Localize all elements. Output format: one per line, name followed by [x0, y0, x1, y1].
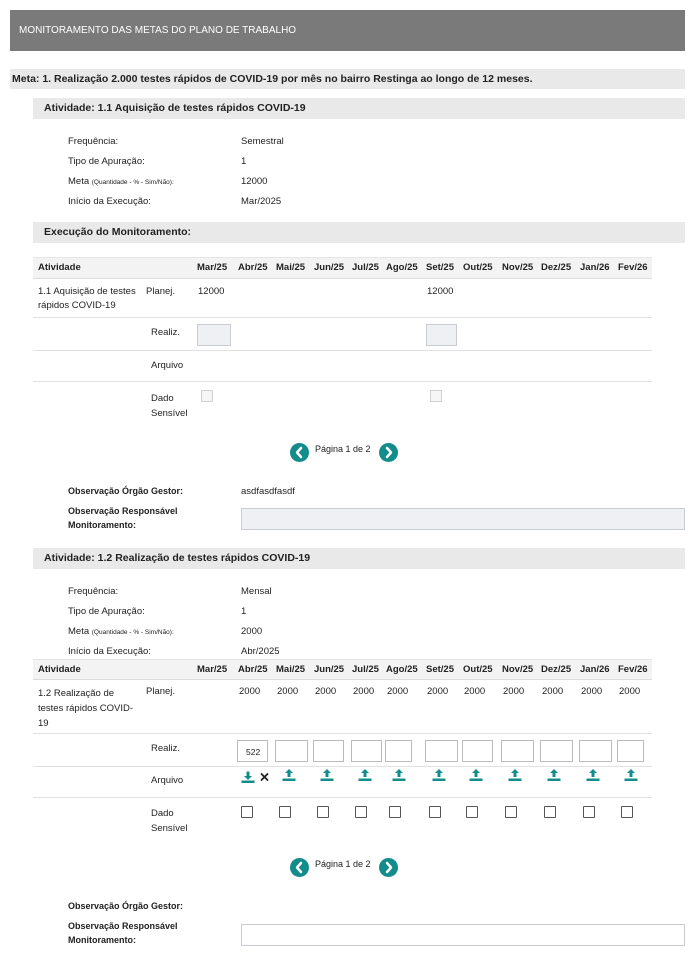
label-frequencia: Frequência:: [68, 136, 119, 147]
value-inicio-2: Abr/2025: [241, 646, 280, 657]
month-header-Jan-26: Jan/26: [580, 262, 610, 273]
month-header-2-Mai-25: Mai/25: [276, 664, 306, 675]
pagination-label-2: Página 1 de 2: [315, 859, 371, 869]
month-header-2-Abr-25: Abr/25: [238, 664, 268, 675]
activity-2-name-l3: 19: [38, 718, 49, 729]
row-divider: [33, 733, 652, 734]
planej-2-Nov-25: 2000: [503, 686, 525, 697]
next-page-button-2[interactable]: [379, 858, 398, 877]
dado-sensivel-checkbox-2-Dez-25[interactable]: [544, 806, 556, 818]
chevron-right-icon: [379, 858, 398, 877]
month-header-2-Dez-25: Dez/25: [541, 664, 572, 675]
row-divider: [33, 317, 652, 318]
month-header-2-Jan-26: Jan/26: [580, 664, 610, 675]
dado-sensivel-checkbox-set25[interactable]: [430, 390, 442, 402]
row-divider: [33, 350, 652, 351]
planej-set25: 12000: [427, 286, 454, 297]
next-page-button[interactable]: [379, 443, 398, 462]
dado-sensivel-checkbox-2-Nov-25[interactable]: [505, 806, 517, 818]
label-obs-gestor: Observação Órgão Gestor:: [68, 486, 184, 496]
download-icon[interactable]: [240, 770, 256, 787]
obs-responsavel-input-2[interactable]: [241, 924, 685, 946]
label-tipo-apuracao-2: Tipo de Apuração:: [68, 606, 145, 617]
chevron-left-icon: [290, 858, 309, 877]
realiz-input-2-Jun-25[interactable]: [313, 740, 344, 762]
dado-sensivel-checkbox-2-Out-25[interactable]: [466, 806, 478, 818]
dado-sensivel-checkbox-2-Set-25[interactable]: [429, 806, 441, 818]
label-tipo-apuracao: Tipo de Apuração:: [68, 156, 145, 167]
realiz-input-2-Nov-25[interactable]: [501, 740, 534, 762]
row-label-dado-sensivel-2: [151, 806, 187, 836]
value-obs-gestor: asdfasdfasdf: [241, 486, 295, 497]
planej-2-Ago-25: 2000: [387, 686, 409, 697]
month-header-2-Nov-25: Nov/25: [502, 664, 534, 675]
dado-sensivel-checkbox-2-Abr-25[interactable]: [241, 806, 253, 818]
upload-icon[interactable]: [507, 768, 523, 785]
month-header-Mar-25: Mar/25: [197, 262, 228, 273]
value-tipo-apuracao-2: 1: [241, 606, 247, 617]
row-label-realiz-2: Realiz.: [151, 743, 181, 754]
upload-icon[interactable]: [585, 768, 601, 785]
chevron-left-icon: [290, 443, 309, 462]
row-label-planej: Planej.: [146, 286, 176, 297]
planej-2-Fev-26: 2000: [619, 686, 641, 697]
label-meta-2: [68, 626, 174, 637]
row-label-planej-2: Planej.: [146, 686, 176, 697]
dado-text-2: Dado: [151, 808, 174, 819]
upload-icon[interactable]: [468, 768, 484, 785]
upload-icon[interactable]: [357, 768, 373, 785]
obs-resp-l2-2: Monitoramento:: [68, 935, 136, 945]
value-inicio: Mar/2025: [241, 196, 282, 207]
obs-resp-l1-2: Observação Responsável: [68, 921, 178, 931]
month-header-2-Mar-25: Mar/25: [197, 664, 228, 675]
realiz-input-2-Fev-26[interactable]: [617, 740, 644, 762]
realiz-input-set25[interactable]: [426, 324, 457, 346]
value-frequencia: Semestral: [241, 136, 284, 147]
page-header: MONITORAMENTO DAS METAS DO PLANO DE TRABALHO: [10, 10, 685, 51]
dado-text: Dado: [151, 393, 174, 404]
planej-2-Mai-25: 2000: [277, 686, 299, 697]
upload-icon[interactable]: [431, 768, 447, 785]
activity-1-name: [38, 285, 136, 313]
month-header-Set-25: Set/25: [426, 262, 454, 273]
chevron-right-icon: [379, 443, 398, 462]
planej-2-Abr-25: 2000: [239, 686, 261, 697]
label-obs-responsavel: [68, 504, 178, 532]
pagination-label: Página 1 de 2: [315, 444, 371, 454]
upload-icon[interactable]: [623, 768, 639, 785]
month-header-Dez-25: Dez/25: [541, 262, 572, 273]
dado-sensivel-checkbox-2-Mai-25[interactable]: [279, 806, 291, 818]
label-inicio: Início da Execução:: [68, 196, 151, 207]
realiz-input-2-Jan-26[interactable]: [579, 740, 612, 762]
month-header-2-Jul-25: Jul/25: [352, 664, 379, 675]
planej-2-Jan-26: 2000: [581, 686, 603, 697]
activity-1-name-l2: rápidos COVID-19: [38, 300, 116, 311]
execucao-title: Execução do Monitoramento:: [33, 222, 685, 243]
realiz-input-2-Out-25[interactable]: [462, 740, 493, 762]
row-divider: [33, 766, 652, 767]
obs-resp-l2: Monitoramento:: [68, 520, 136, 530]
delete-file-icon[interactable]: [260, 771, 269, 785]
realiz-input-2-Dez-25[interactable]: [540, 740, 573, 762]
month-header-2-Out-25: Out/25: [463, 664, 493, 675]
planej-2-Out-25: 2000: [464, 686, 486, 697]
planej-2-Jun-25: 2000: [315, 686, 337, 697]
col-atividade-2: Atividade: [38, 664, 81, 675]
month-header-2-Ago-25: Ago/25: [386, 664, 418, 675]
activity-2-title: Atividade: 1.2 Realização de testes rápidos COVID-19: [33, 548, 685, 569]
realiz-input-mar25[interactable]: [197, 324, 231, 346]
month-header-2-Jun-25: Jun/25: [314, 664, 345, 675]
prev-page-button[interactable]: [290, 443, 309, 462]
realiz-input-2-Ago-25[interactable]: [385, 740, 412, 762]
activity-2-name: [38, 686, 133, 731]
month-header-Abr-25: Abr/25: [238, 262, 268, 273]
row-label-dado-sensivel: [151, 391, 187, 421]
realiz-input-2-Abr-25[interactable]: 522: [237, 740, 268, 762]
month-header-2-Fev-26: Fev/26: [618, 664, 648, 675]
sensivel-text: Sensível: [151, 408, 188, 419]
upload-icon[interactable]: [319, 768, 335, 785]
month-header-Jul-25: Jul/25: [352, 262, 379, 273]
meta-title: Meta: 1. Realização 2.000 testes rápidos de COVID-19 por mês no bairro Restinga ao longo de 12 meses.: [10, 69, 685, 89]
row-divider: [33, 797, 652, 798]
realiz-input-2-Mai-25[interactable]: [275, 740, 308, 762]
sensivel-text-2: Sensível: [151, 823, 188, 834]
upload-icon[interactable]: [391, 768, 407, 785]
dado-sensivel-checkbox-2-Jun-25[interactable]: [317, 806, 329, 818]
row-label-realiz: Realiz.: [151, 327, 181, 338]
obs-responsavel-input-1[interactable]: [241, 508, 685, 530]
obs-resp-l1: Observação Responsável: [68, 506, 178, 516]
dado-sensivel-checkbox-2-Fev-26[interactable]: [621, 806, 633, 818]
label-meta-hint: (Quantidade - % - Sim/Não):: [91, 179, 174, 186]
col-atividade: Atividade: [38, 262, 81, 273]
label-meta-text-2: Meta: [68, 626, 90, 637]
dado-sensivel-checkbox-mar25[interactable]: [201, 390, 213, 402]
row-label-arquivo: Arquivo: [151, 360, 184, 371]
row-divider: [33, 381, 652, 382]
month-header-2-Set-25: Set/25: [426, 664, 454, 675]
label-meta: [68, 176, 174, 187]
activity-1-title: Atividade: 1.1 Aquisição de testes rápidos COVID-19: [33, 98, 685, 119]
month-header-Mai-25: Mai/25: [276, 262, 306, 273]
row-label-arquivo-2: Arquivo: [151, 775, 184, 786]
value-meta: 12000: [241, 176, 268, 187]
realiz-input-2-Jul-25[interactable]: [351, 740, 382, 762]
activity-2-name-l2: testes rápidos COVID-: [38, 703, 134, 714]
dado-sensivel-checkbox-2-Jul-25[interactable]: [355, 806, 367, 818]
value-tipo-apuracao: 1: [241, 156, 247, 167]
month-header-Fev-26: Fev/26: [618, 262, 648, 273]
activity-2-name-l1: 1.2 Realização de: [38, 688, 115, 699]
upload-icon[interactable]: [546, 768, 562, 785]
label-frequencia-2: Frequência:: [68, 586, 119, 597]
realiz-input-2-Set-25[interactable]: [425, 740, 458, 762]
label-meta-hint-2: (Quantidade - % - Sim/Não):: [91, 629, 174, 636]
dado-sensivel-checkbox-2-Ago-25[interactable]: [389, 806, 401, 818]
value-meta-2: 2000: [241, 626, 263, 637]
planej-2-Set-25: 2000: [427, 686, 449, 697]
label-meta-text: Meta: [68, 176, 90, 187]
planej-2-Jul-25: 2000: [353, 686, 375, 697]
month-header-Nov-25: Nov/25: [502, 262, 534, 273]
label-obs-responsavel-2: [68, 919, 178, 947]
activity-1-name-l1: 1.1 Aquisição de testes: [38, 286, 136, 297]
dado-sensivel-checkbox-2-Jan-26[interactable]: [583, 806, 595, 818]
label-obs-gestor-2: Observação Órgão Gestor:: [68, 901, 184, 911]
label-inicio-2: Início da Execução:: [68, 646, 151, 657]
planej-mar25: 12000: [198, 286, 225, 297]
upload-icon[interactable]: [281, 768, 297, 785]
month-header-Ago-25: Ago/25: [386, 262, 418, 273]
value-frequencia-2: Mensal: [241, 586, 272, 597]
month-header-Jun-25: Jun/25: [314, 262, 345, 273]
prev-page-button-2[interactable]: [290, 858, 309, 877]
month-header-Out-25: Out/25: [463, 262, 493, 273]
planej-2-Dez-25: 2000: [542, 686, 564, 697]
